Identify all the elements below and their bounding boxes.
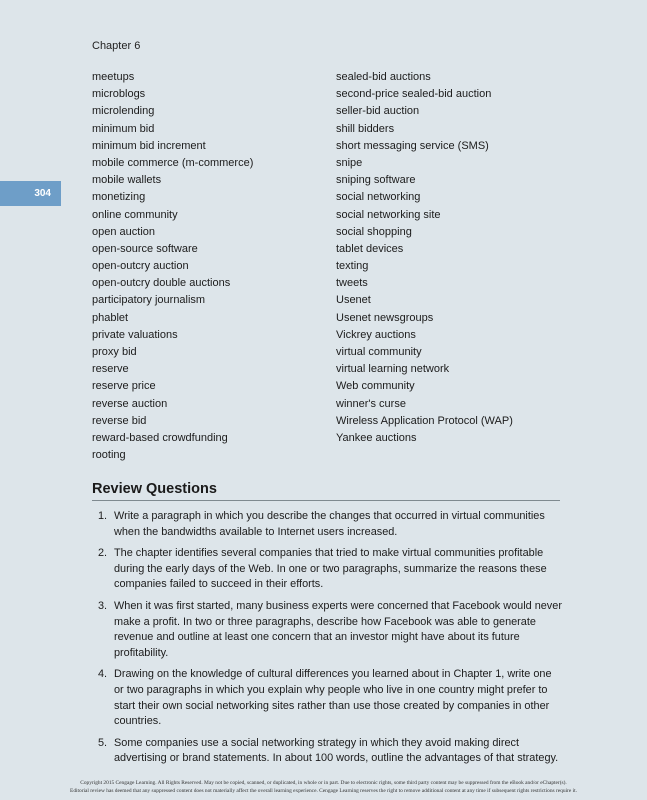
key-term: reserve price (92, 380, 156, 393)
key-term: participatory journalism (92, 294, 206, 307)
review-question (92, 509, 562, 540)
key-term: snipe (336, 156, 363, 169)
key-term: tablet devices (336, 242, 404, 255)
review-question (92, 546, 562, 593)
page-number: 304 (34, 188, 51, 199)
question-number: 1. (98, 510, 108, 522)
key-term: meetups (92, 71, 135, 83)
key-term: mobile wallets (92, 174, 162, 187)
key-term: minimum bid (92, 122, 155, 135)
key-term: short messaging service (SMS) (336, 139, 489, 152)
copyright-line-2: Editorial review has deemed that any suppressed content does not materially affect the overall learning experience. Cengage Learning reserves the right to remove additional content at any time if subsequent rights restrictions require it. (70, 788, 577, 794)
chapter-header: Chapter 6 (92, 40, 141, 52)
key-term: open auction (92, 225, 155, 238)
copyright-line-1: Copyright 2015 Cengage Learning. All Rights Reserved. May not be copied, scanned, or duplicated, in whole or in part. Due to electronic rights, some third party content may be suppressed from the eBook and/or eChapter(s). (80, 780, 567, 786)
key-term: rooting (92, 449, 126, 462)
question-number: 2. (98, 547, 108, 560)
key-term: social networking site (336, 208, 441, 221)
key-term: microlending (92, 105, 155, 118)
question-text: When it was first started, many business experts were concerned that Facebook would never make a profit. In two or three paragraphs, describe how Facebook was able to generate revenue and outline at least one concern that an investor might have about its future profitability. (114, 599, 562, 659)
question-text: The chapter identifies several companies that tried to make virtual communities profitable during the early days of the Web. In one or two paragraphs, summarize the reasons these companies failed to succeed in their efforts. (114, 547, 547, 591)
key-term: reward-based crowdfunding (92, 431, 228, 444)
key-term: Usenet newsgroups (336, 311, 434, 324)
key-term: shill bidders (336, 122, 395, 135)
question-number: 5. (98, 736, 108, 749)
review-question (92, 736, 562, 767)
question-text: Drawing on the knowledge of cultural differences you learned about in Chapter 1, write one or two paragraphs in which you explain why people who live in one country might prefer to start their own social networking sites rather than use those created by companies in other countries. (114, 668, 552, 728)
key-term: tweets (336, 277, 368, 290)
key-term: seller-bid auction (336, 105, 420, 118)
key-term: sniping software (336, 174, 416, 187)
key-term: sealed-bid auctions (336, 71, 431, 83)
key-term: Web community (336, 380, 415, 393)
key-term: virtual community (336, 346, 422, 358)
key-term: reserve (92, 363, 129, 376)
key-term: phablet (92, 311, 129, 324)
review-question (92, 599, 562, 661)
page-number-tab (0, 181, 61, 206)
key-term: minimum bid increment (92, 139, 206, 152)
key-term: online community (92, 208, 178, 221)
key-term: Yankee auctions (336, 431, 417, 444)
key-term: reverse auction (92, 397, 168, 410)
review-questions-list (92, 509, 562, 773)
key-term: virtual learning network (336, 363, 450, 376)
review-question (92, 667, 562, 729)
key-term: open-source software (92, 242, 198, 255)
key-term: private valuations (92, 328, 178, 341)
key-term: texting (336, 260, 369, 273)
review-questions-heading: Review Questions (92, 481, 217, 497)
key-term: proxy bid (92, 346, 137, 358)
copyright-footer (0, 779, 647, 795)
key-term: Vickrey auctions (336, 328, 416, 341)
key-term: social shopping (336, 225, 412, 238)
question-number: 3. (98, 599, 108, 612)
question-text: Some companies use a social networking strategy in which they avoid making direct advertising or brand statements. In about 100 words, outline the advantages of that strategy. (114, 736, 559, 765)
key-term: winner's curse (336, 397, 406, 410)
key-term: social networking (336, 191, 421, 204)
key-term: open-outcry auction (92, 260, 189, 273)
heading-divider (92, 500, 560, 501)
key-term: Wireless Application Protocol (WAP) (336, 414, 513, 427)
question-number: 4. (98, 668, 108, 681)
key-term: monetizing (92, 191, 146, 204)
key-term: reverse bid (92, 414, 147, 427)
key-term: microblogs (92, 88, 146, 101)
key-terms-column-2 (336, 69, 513, 447)
key-terms-column-1 (92, 69, 253, 464)
key-term: open-outcry double auctions (92, 277, 231, 290)
key-term: mobile commerce (m-commerce) (92, 156, 254, 169)
key-term: Usenet (336, 294, 371, 307)
question-text: Write a paragraph in which you describe the changes that occurred in virtual communities when the bandwidths available to Internet users increased. (114, 510, 545, 538)
key-term: second-price sealed-bid auction (336, 88, 492, 101)
